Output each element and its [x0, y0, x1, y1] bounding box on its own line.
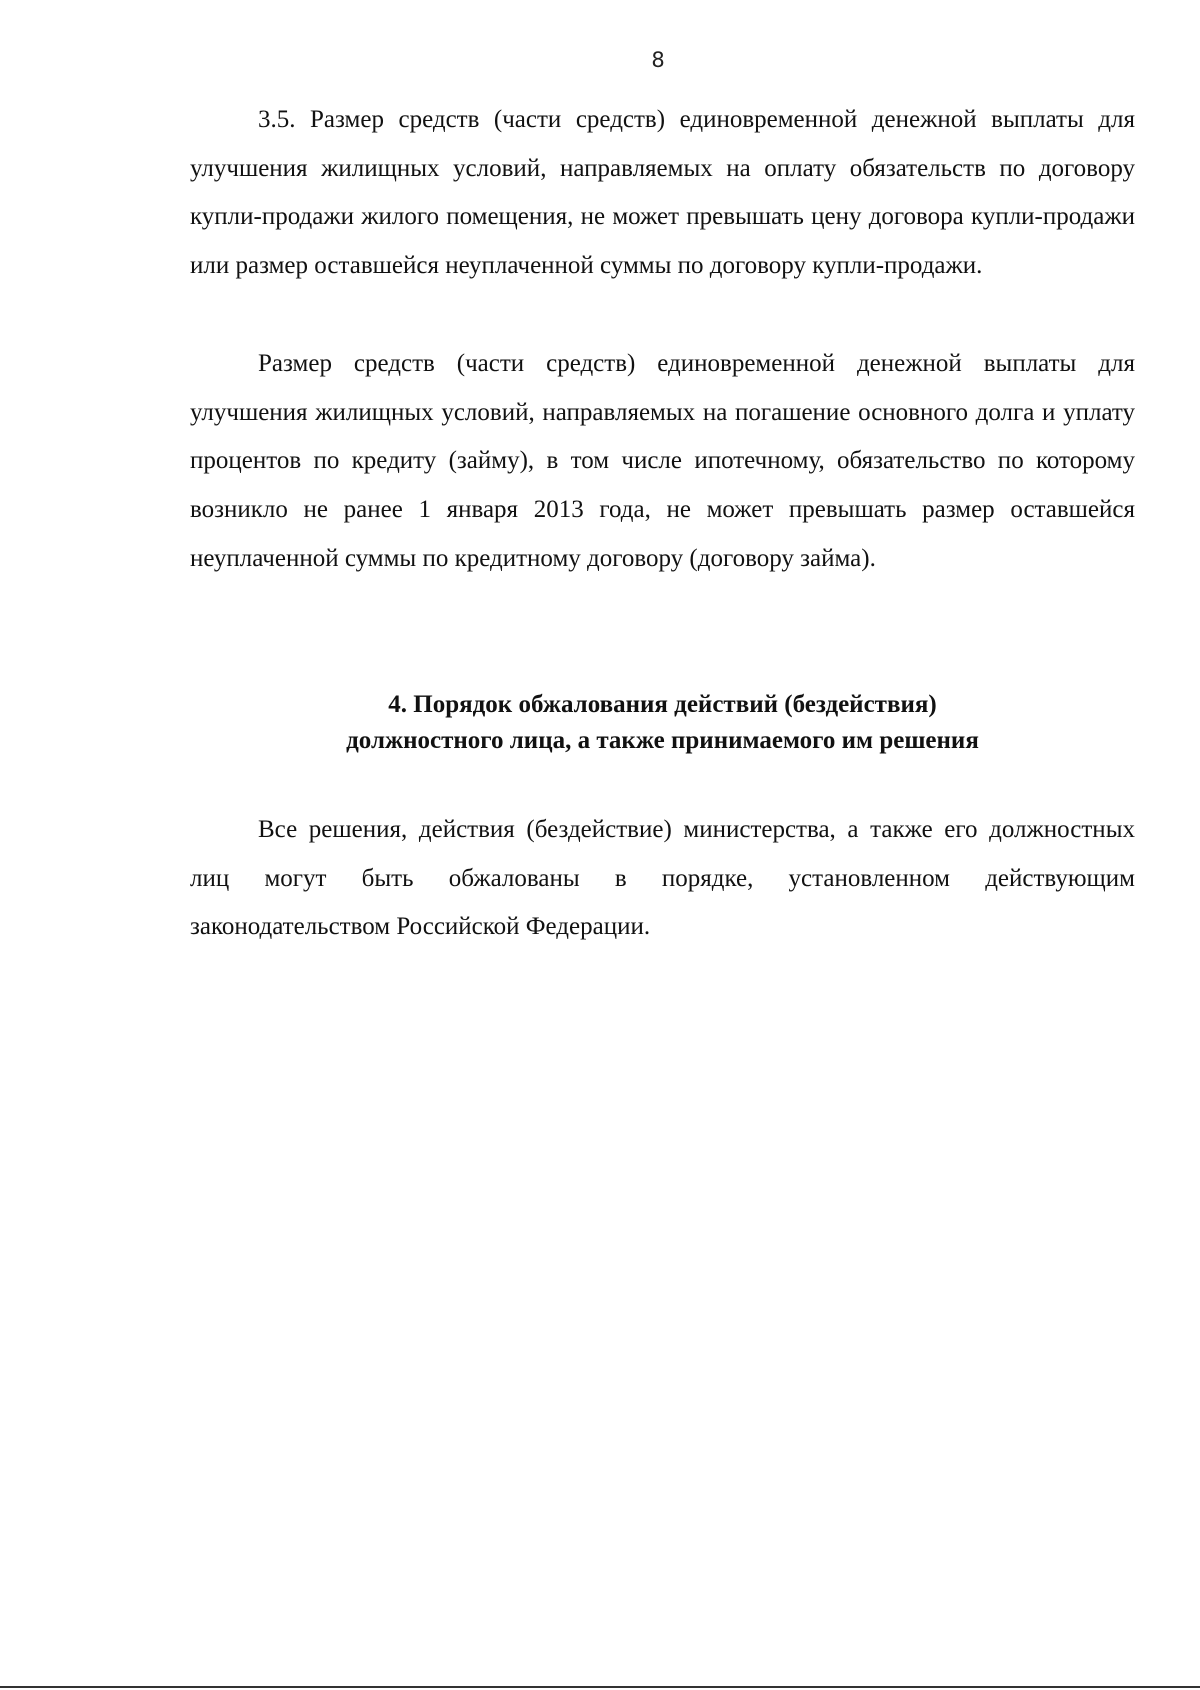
page-number: 8: [651, 48, 665, 72]
paragraph-appeal: [190, 806, 1135, 952]
paragraph-text: 3.5. Размер средств (части средств) единовременной денежной выплаты для улучшения жилищных условий, направляемых на оплату обязательств по договору купли-продажи жилого помещения, не может превышать цену договора купли-продажи или размер оставшейся неуплаченной суммы по договору купли-продажи.: [190, 106, 1135, 280]
bottom-scan-edge: [0, 1686, 1200, 1688]
section-heading: [190, 687, 1135, 759]
paragraph-text: Все решения, действия (бездействие) министерства, а также его должностных лиц могут быть обжалованы в порядке, установленном действующим законодательством Российской Федерации.: [190, 816, 1135, 941]
section-heading-line-1: 4. Порядок обжалования действий (бездействия): [388, 691, 937, 718]
paragraph-loan-limit: [190, 340, 1135, 584]
paragraph-text: Размер средств (части средств) единовременной денежной выплаты для улучшения жилищных условий, направляемых на погашение основного долга и уплату процентов по кредиту (займу), в том числе ипотечному, обязательство по которому возникло не ранее 1 января 2013 года, не может превышать размер оставшейся неуплаченной суммы по кредитному договору (договору займа).: [190, 350, 1135, 572]
section-heading-line-2: должностного лица, а также принимаемого им решения: [346, 727, 979, 754]
paragraph-3-5: [190, 96, 1135, 291]
